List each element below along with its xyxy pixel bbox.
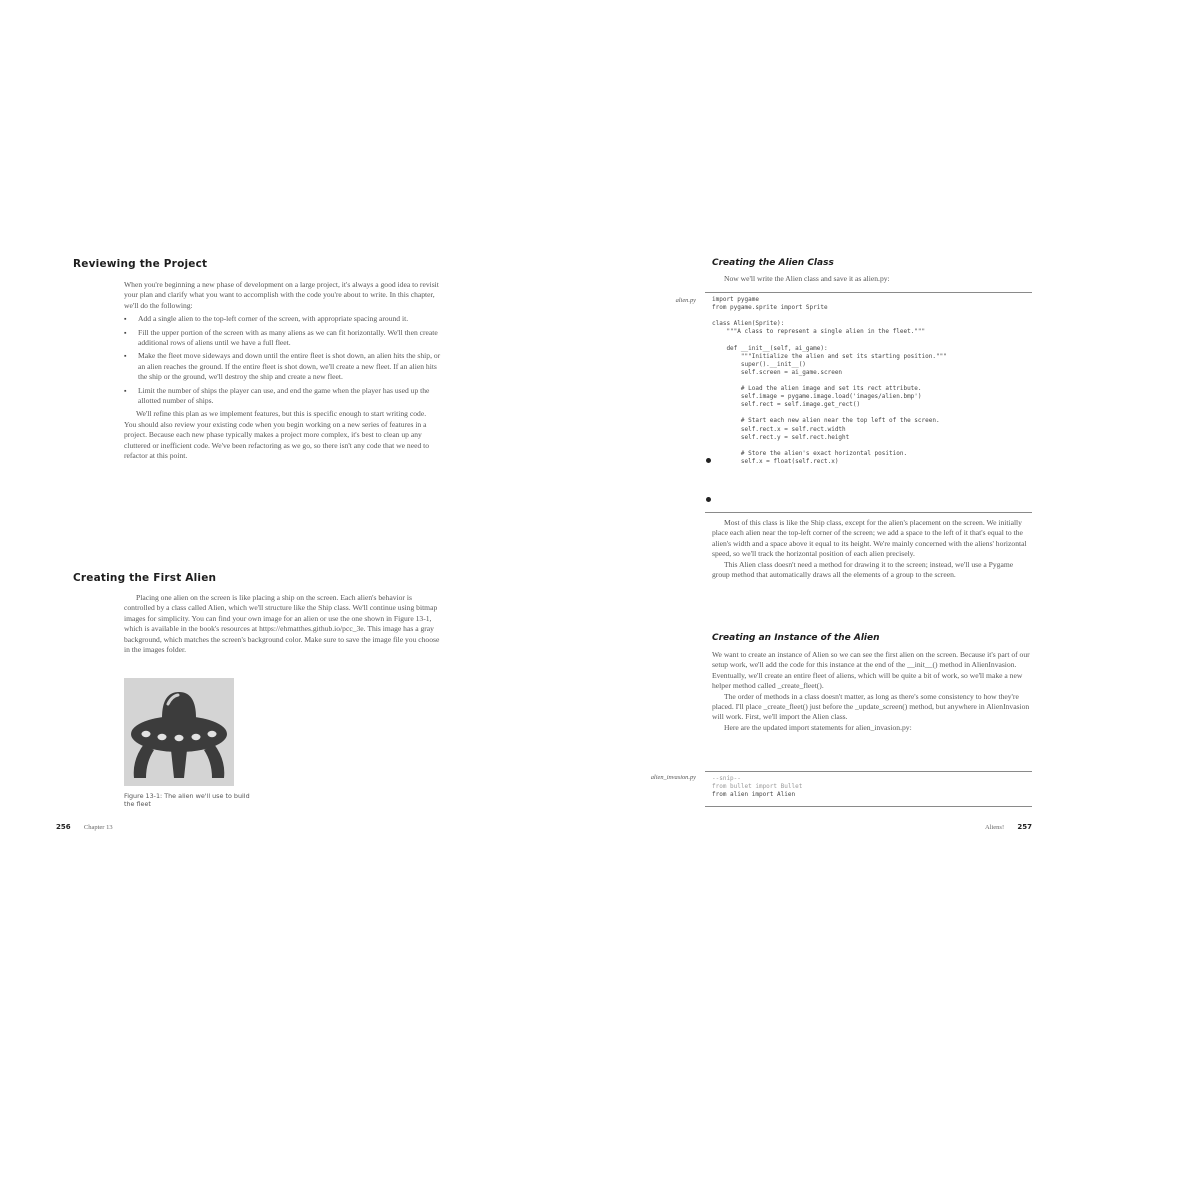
first-alien-body [124,593,444,655]
code-callout-marker-2 [706,497,711,502]
reviewing-body [124,280,444,462]
plan-bullet-item: ▪ Make the fleet move sideways and down until the entire fleet is shot down, an alien hits the ship, or an alien reaches the ground. If the entire fleet is shot down, we'll create a new fleet. If an alien hits the ship or the ground, we'll destroy the ship and create a new fleet. [124,351,444,382]
alien-figure [124,678,234,786]
left-chapter-label: Chapter 13 [83,824,113,831]
left-page-number: 256 [56,823,71,831]
instance-body [712,650,1032,733]
instance-paragraph-3: Here are the updated import statements for alien_invasion.py: [724,722,912,732]
alien-class-explanation [712,518,1032,580]
code-block-alien-class: import pygame from pygame.sprite import Sprite class Alien(Sprite): """A class to represent a single alien in the fleet.""" def __init__(self, ai_game): """Initialize the alien and set its starting position.""" super().__init__() self.screen = ai_game.screen # Load the alien image and set its rect attribute. self.image = pygame.image.load('images/alien.bmp') self.rect = self.image.get_rect() # Start each new alien near the top left of the screen. self.rect.x = self.rect.width self.rect.y = self.rect.height # Store the alien's exact horizontal position. self.x = float(self.rect.x) [712,296,947,465]
right-page-footer [950,823,1032,831]
left-page-footer [56,823,113,831]
instance-paragraph-2: The order of methods in a class doesn't matter, as long as there's some consistency to how they're placed. I'll place _create_fleet() just before the _update_screen() method, but anywhere in AlienInvasion will work. First, we'll import the Alien class. [712,691,1030,722]
section-heading-instance: Creating an Instance of the Alien [712,633,880,643]
reviewing-intro: When you're beginning a new phase of development on a large project, it's always a good idea to revisit your plan and clarify what you want to accomplish with the code you're about to write. In this chapter, we'll do the following: [124,280,439,310]
plan-bullet-item: ▪ Fill the upper portion of the screen with as many aliens as we can fit horizontally. We'll then create additional rows of aliens until we have a full fleet. [124,328,444,349]
alien-class-intro: Now we'll write the Alien class and save it as alien.py: [724,274,890,283]
section-heading-alien-class: Creating the Alien Class [712,258,834,268]
file-label-alien-py: alien.py [675,297,696,304]
code-rule-bottom-1 [705,512,1032,513]
alien-ship-icon [124,678,234,786]
plan-bullet-item: ▪ Limit the number of ships the player can use, and end the game when the player has used up the allotted number of ships. [124,386,444,407]
reviewing-paragraph-3: You should also review your existing code when you begin working on a new series of features in a project. Because each new phase typically makes a project more complex, it's best to clean up any cluttered or inefficient code. We've been refactoring as we go, so there isn't any code that we need to refactor at this point. [124,419,430,461]
plan-bullet-item: ▪ Add a single alien to the top-left corner of the screen, with appropriate spacing around it. [124,314,444,324]
figure-caption: Figure 13-1: The alien we'll use to build the fleet [124,792,250,808]
reviewing-paragraph-2: We'll refine this plan as we implement features, but this is specific enough to start writing code. [136,409,427,419]
code-rule-top-2 [705,771,1032,772]
file-label-alien-invasion-py: alien_invasion.py [650,774,696,781]
code-rule-top-1 [705,292,1032,293]
right-page-number: 257 [1017,823,1032,831]
first-alien-paragraph: Placing one alien on the screen is like placing a ship on the screen. Each alien's behavior is controlled by a class called Alien, which we'll structure like the Ship class. We'll continue using bitmap images for simplicity. You can find your own image for an alien or use the one shown in Figure 13-1, which is available in the book's resources at https://ehmatthes.github.io/pcc_3e. This image has a gray background, which matches the screen's background color. Make sure to save the image file you choose in the images folder. [124,593,440,655]
section-heading-first-alien: Creating the First Alien [73,572,217,584]
alien-draw-paragraph: This Alien class doesn't need a method for drawing it to the screen; instead, we'll use a Pygame group method that automatically draws all the elements of a group to the screen. [712,559,1014,580]
section-heading-reviewing: Reviewing the Project [73,258,208,270]
code-block-imports: --snip-- from bullet import Bullet from alien import Alien [712,775,803,799]
alien-placement-paragraph: Most of this class is like the Ship class, except for the alien's placement on the screen. We initially place each alien near the top-left corner of the screen; we add a space to the left of it that's equal to the alien's width and a space above it equal to its height. We're mainly concerned with the aliens' horizontal speed, so we'll track the horizontal position of each alien precisely. [712,518,1027,559]
plan-bullet-list [124,314,444,406]
code-callout-marker-1 [706,458,711,463]
code-rule-bottom-2 [705,806,1032,807]
right-chapter-label: Aliens! [984,824,1005,831]
instance-paragraph-1: We want to create an instance of Alien so we can see the first alien on the screen. Because it's part of our setup work, we'll add the code for this instance at the end of the __init__() method in AlienInvasion. Eventually, we'll create an entire fleet of aliens, which will be quite a bit of work, so we'll make a new helper method called _create_fleet(). [712,650,1030,691]
